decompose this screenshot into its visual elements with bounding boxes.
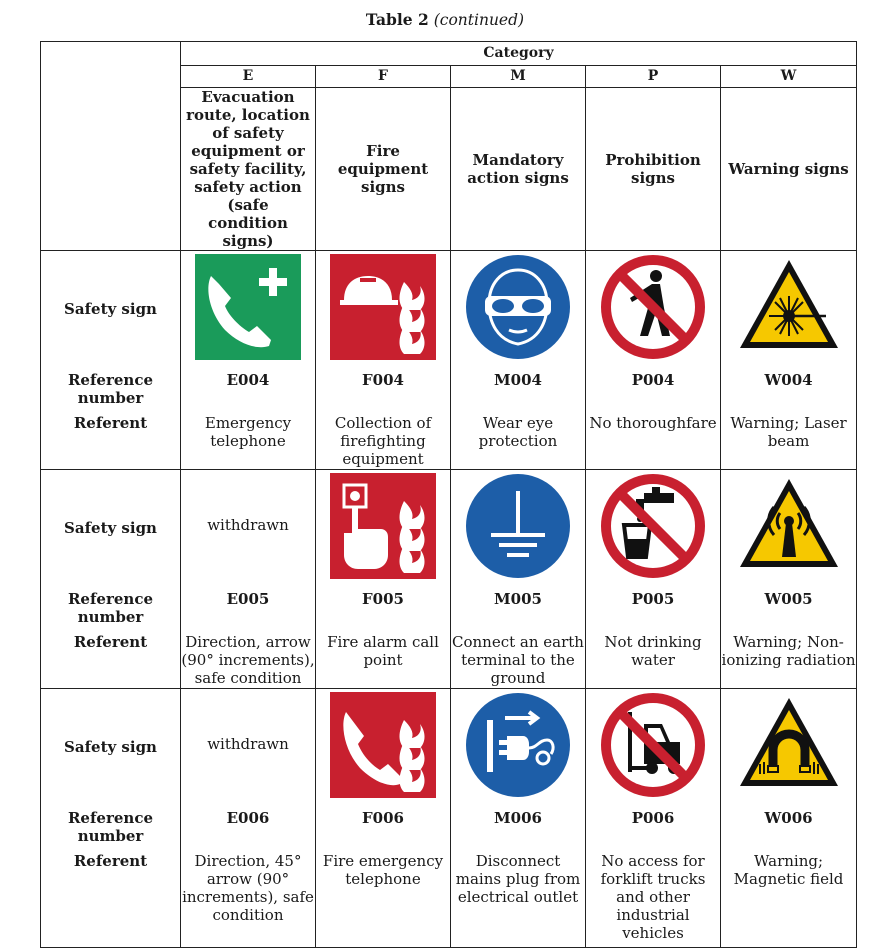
non-ionizing-radiation-icon	[736, 473, 842, 579]
eye-protection-icon	[465, 254, 571, 360]
sign-cell-w006	[721, 689, 857, 948]
category-letter-m: M	[451, 66, 586, 88]
sign-cell-e006	[181, 689, 316, 948]
sign-cell-f004	[316, 251, 451, 470]
label-reference-number: Reference number	[67, 590, 154, 626]
referent-text: Direction, arrow (90° increments), safe condition	[181, 633, 315, 687]
row-labels-1	[41, 251, 181, 470]
referent-text: No thoroughfare	[589, 414, 717, 432]
category-description-p: Prohibition signs	[586, 88, 721, 251]
label-reference-number: Reference number	[67, 371, 154, 407]
sign-cell-m005	[451, 470, 586, 689]
category-letter-p: P	[586, 66, 721, 88]
table-title: Table 2	[365, 10, 429, 29]
category-description-w: Warning signs	[721, 88, 857, 251]
reference-number: F004	[362, 371, 404, 389]
reference-number: M005	[494, 590, 542, 608]
category-header: Category	[181, 42, 857, 66]
sign-cell-f005	[316, 470, 451, 689]
fire-alarm-call-point-icon	[330, 473, 436, 579]
label-reference-number: Reference number	[67, 809, 154, 845]
reference-number: P005	[631, 590, 675, 608]
sign-cell-p006	[586, 689, 721, 948]
referent-text: Not drinking water	[604, 633, 702, 669]
reference-number: M004	[494, 371, 542, 389]
referent-text: No access for forklift trucks and other industrial vehicles	[600, 852, 706, 942]
safety-signs-table	[40, 41, 857, 948]
table-continued-note: (continued)	[433, 11, 525, 29]
not-drinking-water-icon	[600, 473, 706, 579]
sign-cell-w004	[721, 251, 857, 470]
category-letter-e: E	[181, 66, 316, 88]
corner-cell	[41, 42, 181, 251]
reference-number: E004	[226, 371, 270, 389]
referent-text: Emergency telephone	[204, 414, 292, 450]
firefighting-equipment-icon	[330, 254, 436, 360]
reference-number: W006	[764, 809, 813, 827]
referent-text: Disconnect mains plug from electrical outlet	[455, 852, 581, 906]
referent-text: Fire alarm call point	[327, 633, 439, 669]
referent-text: Fire emergency telephone	[322, 852, 444, 888]
withdrawn-text: withdrawn	[207, 516, 289, 534]
label-safety-sign: Safety sign	[64, 519, 157, 537]
no-thoroughfare-icon	[600, 254, 706, 360]
disconnect-mains-plug-icon	[465, 692, 571, 798]
reference-number: P004	[631, 371, 675, 389]
laser-beam-warning-icon	[736, 254, 842, 360]
reference-number: P006	[631, 809, 675, 827]
sign-cell-p004	[586, 251, 721, 470]
referent-text: Wear eye protection	[478, 414, 558, 450]
reference-number: W004	[764, 371, 813, 389]
label-referent: Referent	[73, 414, 148, 432]
magnetic-field-warning-icon	[736, 692, 842, 798]
reference-number: E006	[226, 809, 270, 827]
row-labels-2	[41, 470, 181, 689]
referent-text: Collection of firefighting equipment	[334, 414, 432, 468]
referent-text: Warning; Laser beam	[730, 414, 847, 450]
sign-cell-m004	[451, 251, 586, 470]
sign-cell-f006	[316, 689, 451, 948]
table-caption	[0, 10, 890, 29]
row-labels-3	[41, 689, 181, 948]
emergency-telephone-icon	[195, 254, 301, 360]
referent-text: Connect an earth terminal to the ground	[452, 633, 584, 687]
label-safety-sign: Safety sign	[64, 300, 157, 318]
reference-number: F006	[362, 809, 404, 827]
no-forklift-icon	[600, 692, 706, 798]
label-referent: Referent	[73, 633, 148, 651]
sign-cell-e004	[181, 251, 316, 470]
category-letter-f: F	[316, 66, 451, 88]
withdrawn-text: withdrawn	[207, 735, 289, 753]
earth-terminal-icon	[465, 473, 571, 579]
sign-cell-p005	[586, 470, 721, 689]
fire-emergency-telephone-icon	[330, 692, 436, 798]
category-description-f: Fire equipment signs	[316, 88, 451, 251]
referent-text: Warning; Non-ionizing radiation	[721, 633, 856, 669]
reference-number: W005	[764, 590, 813, 608]
category-letter-w: W	[721, 66, 857, 88]
reference-number: F005	[362, 590, 404, 608]
reference-number: E005	[226, 590, 270, 608]
sign-cell-e005	[181, 470, 316, 689]
label-referent: Referent	[73, 852, 148, 870]
referent-text: Direction, 45° arrow (90° increments), safe condition	[182, 852, 314, 924]
category-description-e: Evacuation route, location of safety equipment or safety facility, safety action (safe condition signs)	[181, 88, 316, 251]
referent-text: Warning; Magnetic field	[733, 852, 844, 888]
sign-cell-w005	[721, 470, 857, 689]
sign-cell-m006	[451, 689, 586, 948]
category-description-m: Mandatory action signs	[451, 88, 586, 251]
reference-number: M006	[494, 809, 542, 827]
label-safety-sign: Safety sign	[64, 738, 157, 756]
